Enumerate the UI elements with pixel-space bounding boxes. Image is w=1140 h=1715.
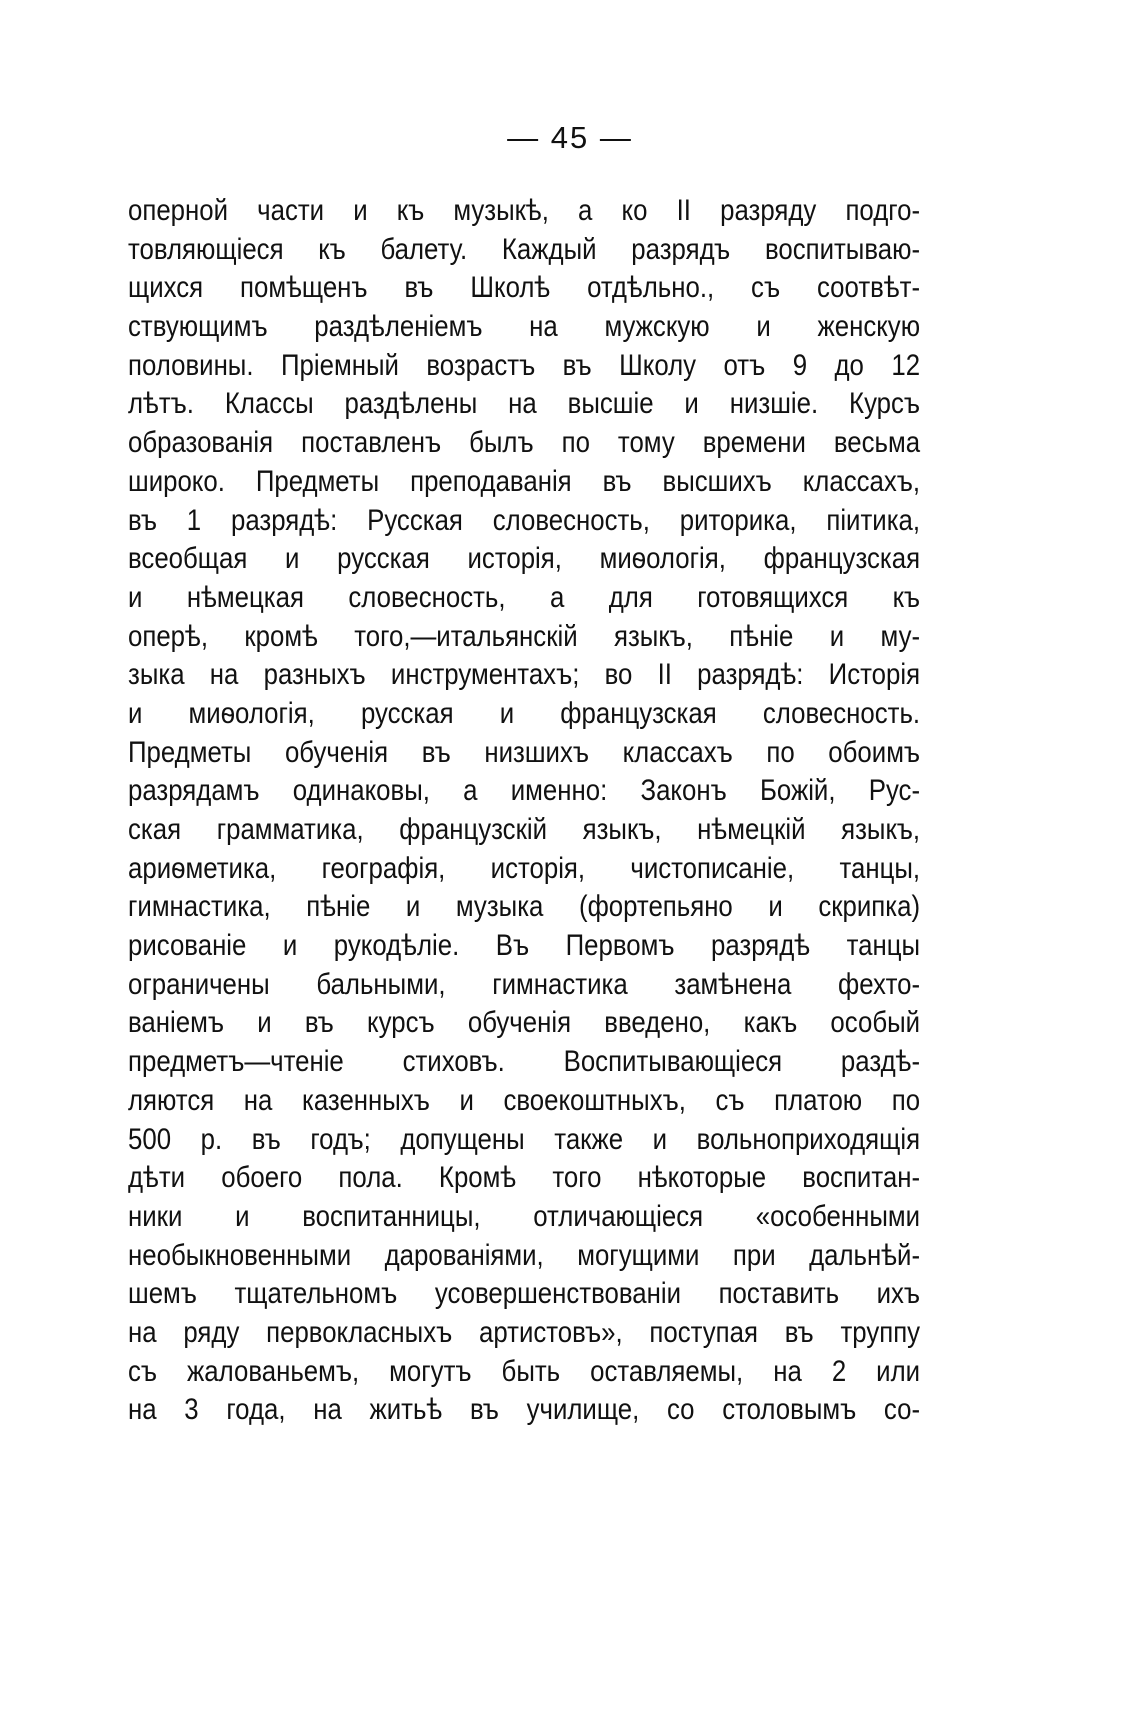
text-line: ствующимъ раздѣленіемъ на мужскую и женскую bbox=[128, 310, 921, 344]
text-line: дѣти обоего пола. Кромѣ того нѣкоторые воспитан- bbox=[128, 1161, 921, 1195]
text-line: оперѣ, кромѣ того,—итальянскій языкъ, пѣніе и му- bbox=[128, 619, 921, 653]
text-line: въ 1 разрядѣ: Русская словесность, риторика, піитика, bbox=[128, 503, 921, 537]
text-line: разрядамъ одинаковы, а именно: Законъ Божій, Рус- bbox=[128, 774, 921, 808]
text-line: ская грамматика, французскій языкъ, нѣмецкій языкъ, bbox=[128, 813, 921, 846]
text-line: на ряду первокласныхъ артистовъ», поступая въ труппу bbox=[128, 1315, 921, 1349]
text-line: ники и воспитанницы, отличающіеся «особенными bbox=[128, 1199, 921, 1233]
text-line: всеобщая и русская исторія, миѳологія, французская bbox=[128, 542, 921, 576]
text-line: гимнастика, пѣніе и музыка (фортепьяно и скрипка) bbox=[128, 890, 921, 924]
body-text bbox=[128, 192, 920, 1430]
text-line: ограничены бальными, гимнастика замѣнена фехто- bbox=[128, 967, 921, 1001]
text-line: съ жалованьемъ, могутъ быть оставляемы, на 2 или bbox=[128, 1354, 921, 1388]
page-number: — 45 — bbox=[507, 120, 633, 155]
text-line: необыкновенными дарованіями, могущими при дальнѣй- bbox=[128, 1238, 921, 1272]
text-line: предметъ—чтеніе стиховъ. Воспитывающіеся раздѣ- bbox=[128, 1045, 921, 1079]
text-line: ваніемъ и въ курсъ обученія введено, какъ особый bbox=[128, 1006, 921, 1040]
text-line: Предметы обученія въ низшихъ классахъ по обоимъ bbox=[128, 735, 921, 769]
text-line: ариѳметика, географія, исторія, чистописаніе, танцы, bbox=[128, 851, 921, 885]
text-line: шемъ тщательномъ усовершенствованіи поставить ихъ bbox=[128, 1277, 921, 1311]
text-line: оперной части и къ музыкѣ, а ко II разряду подго- bbox=[128, 194, 921, 227]
text-line: и нѣмецкая словесность, а для готовящихся къ bbox=[128, 580, 921, 614]
text-line: рисованіе и рукодѣліе. Въ Первомъ разрядѣ танцы bbox=[128, 929, 921, 963]
text-line: товляющіеся къ балету. Каждый разрядъ воспитываю- bbox=[128, 232, 921, 266]
text-line: щихся помѣщенъ въ Школѣ отдѣльно., съ соотвѣт- bbox=[128, 271, 921, 305]
text-line: образованія поставленъ былъ по тому времени весьма bbox=[128, 426, 921, 460]
text-line: на 3 года, на житьѣ въ училище, со столовымъ со- bbox=[128, 1393, 921, 1427]
text-line: и миѳологія, русская и французская словесность. bbox=[128, 696, 921, 730]
text-line: широко. Предметы преподаванія въ высшихъ классахъ, bbox=[128, 464, 921, 498]
text-line: 500 р. въ годъ; допущены также и вольноприходящія bbox=[128, 1122, 921, 1156]
text-line: лѣтъ. Классы раздѣлены на высшіе и низшіе. Курсъ bbox=[128, 387, 921, 421]
text-line: половины. Пріемный возрастъ въ Школу отъ 9 до 12 bbox=[128, 348, 921, 382]
text-line: зыка на разныхъ инструментахъ; во II разрядѣ: Исторія bbox=[128, 658, 921, 692]
text-line: ляются на казенныхъ и своекоштныхъ, съ платою по bbox=[128, 1083, 921, 1117]
